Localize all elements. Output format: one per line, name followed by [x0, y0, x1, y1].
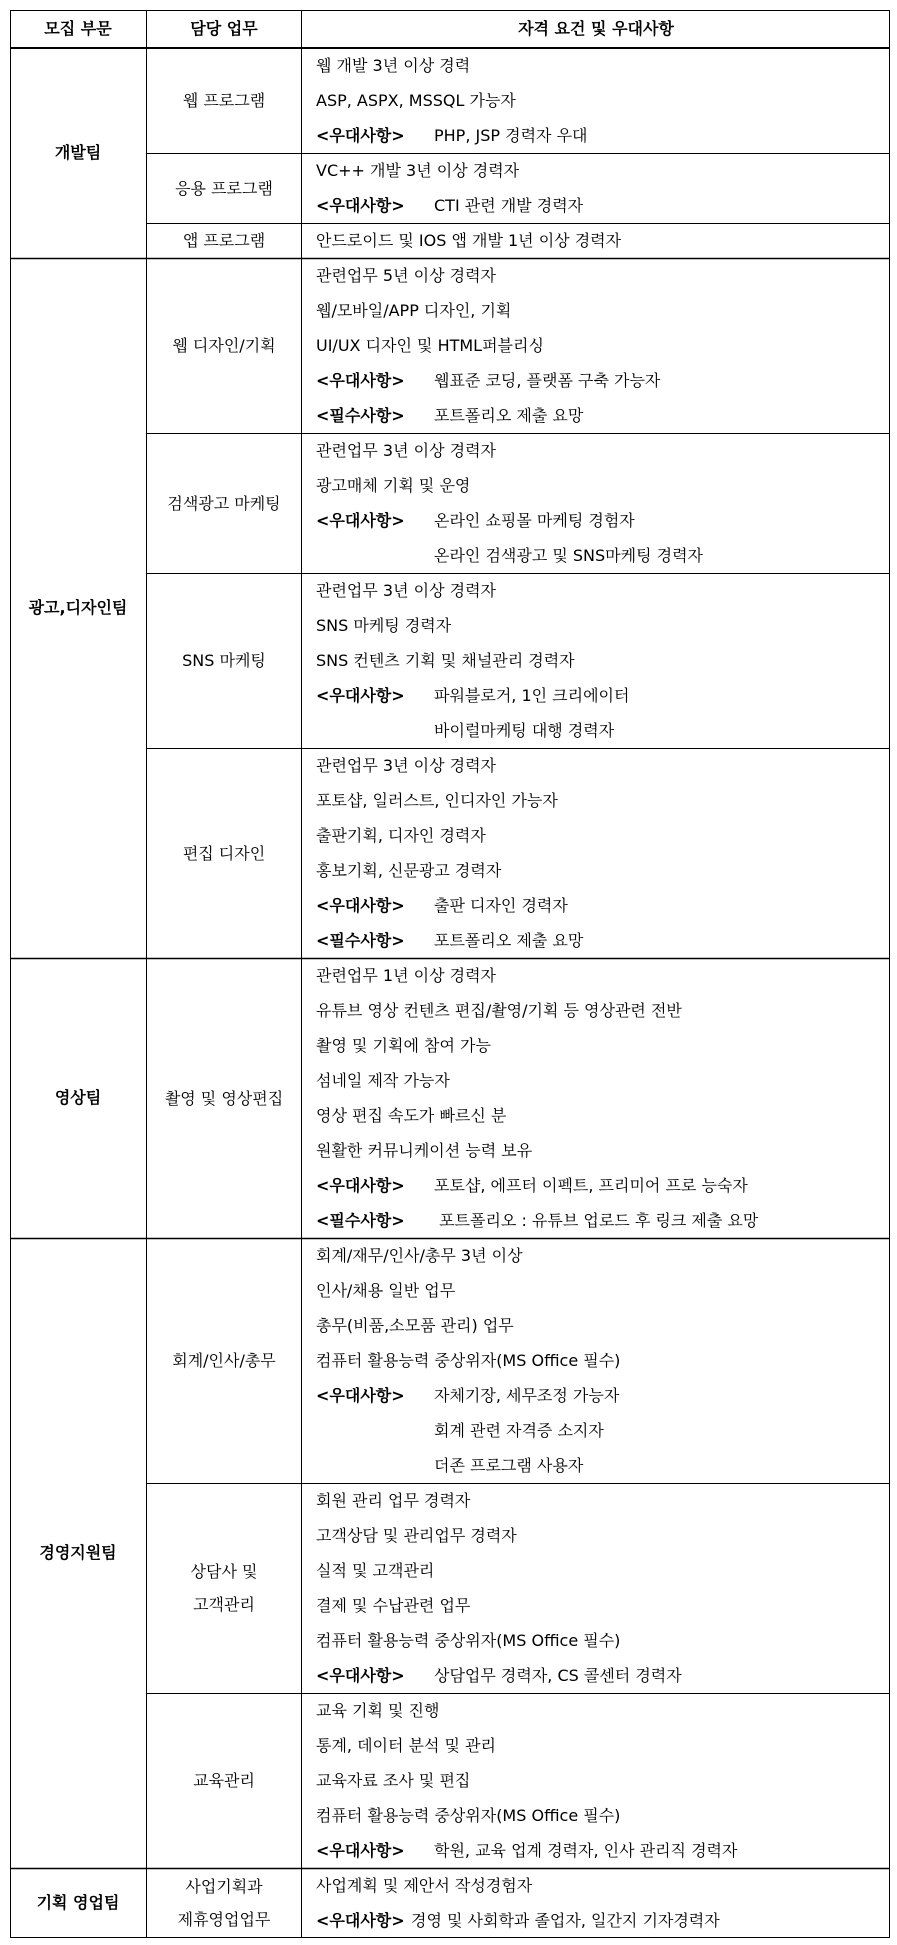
duty-name: 상담사 및 고객관리 [190, 1562, 258, 1614]
requirement-tag: <우대사항> [316, 511, 405, 530]
duty-name: SNS 마케팅 [182, 651, 266, 670]
requirement-line [316, 1868, 532, 1903]
requirement-line [316, 1903, 720, 1938]
duty-name: 앱 프로그램 [182, 231, 266, 250]
requirement-line [316, 503, 635, 538]
requirement-text: 영상 편집 속도가 빠르신 분 [316, 1106, 507, 1125]
requirement-text: 관련업무 1년 이상 경력자 [316, 966, 496, 985]
requirement-line [316, 1238, 523, 1273]
requirement-line [316, 328, 544, 363]
requirement-text: 통계, 데이터 분석 및 관리 [316, 1736, 496, 1755]
duty-name: 웹 프로그램 [182, 91, 266, 110]
duty-name: 검색광고 마케팅 [167, 493, 281, 513]
requirement-line [316, 398, 583, 433]
requirement-line [316, 1343, 620, 1378]
requirement-line [316, 223, 621, 258]
requirement-line [316, 468, 470, 503]
requirement-line [316, 83, 516, 118]
requirement-tag: <우대사항> [316, 1386, 405, 1405]
requirement-text: 사업계획 및 제안서 작성경험자 [316, 1876, 533, 1895]
requirement-text: 교육자료 조사 및 편집 [316, 1771, 471, 1790]
requirement-text: 관련업무 3년 이상 경력자 [316, 581, 496, 600]
duty-name: 촬영 및 영상편집 [164, 1088, 284, 1108]
requirement-text: 원활한 커뮤니케이션 능력 보유 [316, 1141, 533, 1160]
requirement-line [316, 643, 575, 678]
requirement-line [316, 853, 501, 888]
requirement-text: 총무(비품,소모품 관리) 업무 [316, 1316, 514, 1335]
requirement-text: 회계 관련 자격증 소지자 [434, 1421, 604, 1440]
requirement-line [316, 1133, 532, 1168]
requirement-tag: <우대사항> [316, 126, 405, 145]
requirement-tag: <우대사항> [316, 196, 405, 215]
requirement-line [316, 538, 703, 573]
requirement-line [316, 1693, 439, 1728]
requirement-line [316, 363, 660, 398]
requirement-line [316, 923, 583, 958]
duty-name: 회계/인사/총무 [172, 1351, 276, 1370]
requirement-tag: <우대사항> [316, 371, 405, 390]
requirement-text: 컴퓨터 활용능력 중상위자(MS Office 필수) [316, 1351, 621, 1370]
requirement-text: 인사/채용 일반 업무 [316, 1281, 456, 1300]
duty-name: 교육관리 [193, 1771, 255, 1790]
requirement-text: PHP, JSP 경력자 우대 [434, 126, 588, 145]
header-requirements: 자격 요건 및 우대사항 [518, 19, 674, 38]
requirement-tag: <우대사항> [316, 1911, 405, 1930]
requirement-line [316, 293, 511, 328]
requirement-line [316, 1378, 619, 1413]
duty-name: 웹 디자인/기획 [172, 336, 276, 355]
duty-name: 편집 디자인 [182, 843, 266, 863]
requirement-line [316, 888, 568, 923]
requirement-text: 컴퓨터 활용능력 중상위자(MS Office 필수) [316, 1631, 621, 1650]
requirement-line [316, 1798, 620, 1833]
department-name: 영상팀 [54, 1088, 102, 1107]
requirement-text: UI/UX 디자인 및 HTML퍼블리싱 [316, 336, 544, 355]
requirement-text: 촬영 및 기획에 참여 가능 [316, 1036, 491, 1055]
requirement-line [316, 258, 496, 293]
requirement-line [316, 1833, 737, 1868]
requirement-line [316, 958, 496, 993]
department-name: 기획 영업팀 [36, 1893, 120, 1912]
requirement-text: 관련업무 3년 이상 경력자 [316, 756, 496, 775]
requirement-text: 회계/재무/인사/총무 3년 이상 [316, 1246, 523, 1265]
requirement-tag: <우대사항> [316, 1666, 405, 1685]
requirement-text: 학원, 교육 업계 경력자, 인사 관리직 경력자 [434, 1841, 738, 1860]
requirement-tag: <우대사항> [316, 1176, 405, 1195]
department-name: 경영지원팀 [39, 1543, 117, 1562]
requirement-text: SNS 컨텐츠 기획 및 채널관리 경력자 [316, 651, 575, 670]
requirement-text: 실적 및 고객관리 [316, 1561, 435, 1580]
requirement-text: 웹 개발 3년 이상 경력 [316, 56, 471, 75]
requirement-text: 홍보기획, 신문광고 경력자 [316, 861, 502, 880]
requirement-tag: <필수사항> [316, 1211, 405, 1230]
requirement-line [316, 1483, 470, 1518]
requirement-text: 자체기장, 세무조정 가능자 [434, 1386, 620, 1405]
requirement-line [316, 48, 470, 83]
requirement-line [316, 1448, 583, 1483]
requirement-line [316, 1203, 758, 1238]
requirement-text: 포트폴리오 제출 요망 [434, 931, 584, 950]
requirement-line [316, 1063, 450, 1098]
requirement-text: 바이럴마케팅 대행 경력자 [434, 721, 615, 740]
requirement-text: 포토샵, 일러스트, 인디자인 가능자 [316, 791, 558, 810]
requirement-text: 출판기획, 디자인 경력자 [316, 826, 486, 845]
requirement-line [316, 1658, 682, 1693]
requirement-text: 관련업무 3년 이상 경력자 [316, 441, 496, 460]
requirement-text: 더존 프로그램 사용자 [434, 1456, 584, 1475]
requirement-text: 웹표준 코딩, 플랫폼 구축 가능자 [434, 371, 661, 390]
requirement-text: 포토샵, 에프터 이펙트, 프리미어 프로 능숙자 [434, 1176, 748, 1195]
requirement-text: 웹/모바일/APP 디자인, 기획 [316, 301, 512, 320]
requirement-text: 상담업무 경력자, CS 콜센터 경력자 [434, 1666, 682, 1685]
requirement-line [316, 1308, 514, 1343]
requirement-line [316, 1273, 455, 1308]
requirement-line [316, 818, 486, 853]
requirement-line [316, 188, 583, 223]
requirement-line [316, 608, 451, 643]
requirement-tag: <우대사항> [316, 896, 405, 915]
requirement-text: 컴퓨터 활용능력 중상위자(MS Office 필수) [316, 1806, 621, 1825]
requirement-line [316, 748, 496, 783]
requirement-tag: <필수사항> [316, 406, 405, 425]
requirement-text: 고객상담 및 관리업무 경력자 [316, 1526, 517, 1545]
requirement-line [316, 1588, 470, 1623]
department-name: 개발팀 [54, 143, 102, 162]
requirement-line [316, 1413, 604, 1448]
department-name: 광고,디자인팀 [28, 598, 128, 617]
requirement-text: 경영 및 사회학과 졸업자, 일간지 기자경력자 [411, 1911, 720, 1930]
requirement-text: 파워블로거, 1인 크리에이터 [434, 686, 630, 705]
duty-name: 응용 프로그램 [175, 178, 273, 198]
requirement-line [316, 678, 629, 713]
requirement-text: 안드로이드 및 IOS 앱 개발 1년 이상 경력자 [316, 231, 622, 250]
recruitment-table [10, 10, 890, 1938]
requirement-line [316, 1728, 496, 1763]
requirement-text: 포트폴리오 제출 요망 [434, 406, 584, 425]
requirement-text: 결제 및 수납관련 업무 [316, 1596, 471, 1615]
requirement-line [316, 153, 519, 188]
requirement-text: 교육 기획 및 진행 [316, 1701, 440, 1720]
requirement-text: 유튜브 영상 컨텐츠 편집/촬영/기획 등 영상관련 전반 [316, 1001, 682, 1020]
header-duty: 담당 업무 [190, 19, 258, 38]
requirement-tag: <우대사항> [316, 686, 405, 705]
requirement-text: SNS 마케팅 경력자 [316, 616, 452, 635]
requirement-text: 온라인 검색광고 및 SNS마케팅 경력자 [434, 546, 704, 565]
requirement-line [316, 1098, 506, 1133]
requirement-line [316, 1028, 491, 1063]
requirement-text: 섬네일 제작 가능자 [316, 1071, 450, 1090]
header-department: 모집 부문 [44, 19, 112, 38]
requirement-line [316, 1553, 434, 1588]
requirement-tag: <우대사항> [316, 1841, 405, 1860]
requirement-tag: <필수사항> [316, 931, 405, 950]
requirement-text: 온라인 쇼핑몰 마케팅 경험자 [434, 511, 635, 530]
requirement-text: 회원 관리 업무 경력자 [316, 1491, 471, 1510]
requirement-text: VC++ 개발 3년 이상 경력자 [316, 161, 520, 180]
requirement-line [316, 783, 558, 818]
requirement-text: 포트폴리오 : 유튜브 업로드 후 링크 제출 요망 [434, 1211, 759, 1230]
requirement-text: 출판 디자인 경력자 [434, 896, 568, 915]
requirement-line [316, 118, 587, 153]
requirement-text: ASP, ASPX, MSSQL 가능자 [316, 91, 516, 110]
requirement-line [316, 1168, 748, 1203]
requirement-line [316, 573, 496, 608]
requirement-text: CTI 관련 개발 경력자 [434, 196, 584, 215]
requirement-line [316, 1623, 620, 1658]
requirement-text: 광고매체 기획 및 운영 [316, 476, 471, 495]
requirement-line [316, 1518, 517, 1553]
requirement-line [316, 713, 614, 748]
duty-name: 사업기획과 제휴영업업무 [177, 1877, 271, 1929]
requirement-line [316, 1763, 470, 1798]
requirement-text: 관련업무 5년 이상 경력자 [316, 266, 496, 285]
requirement-line [316, 993, 682, 1028]
requirement-line [316, 433, 496, 468]
